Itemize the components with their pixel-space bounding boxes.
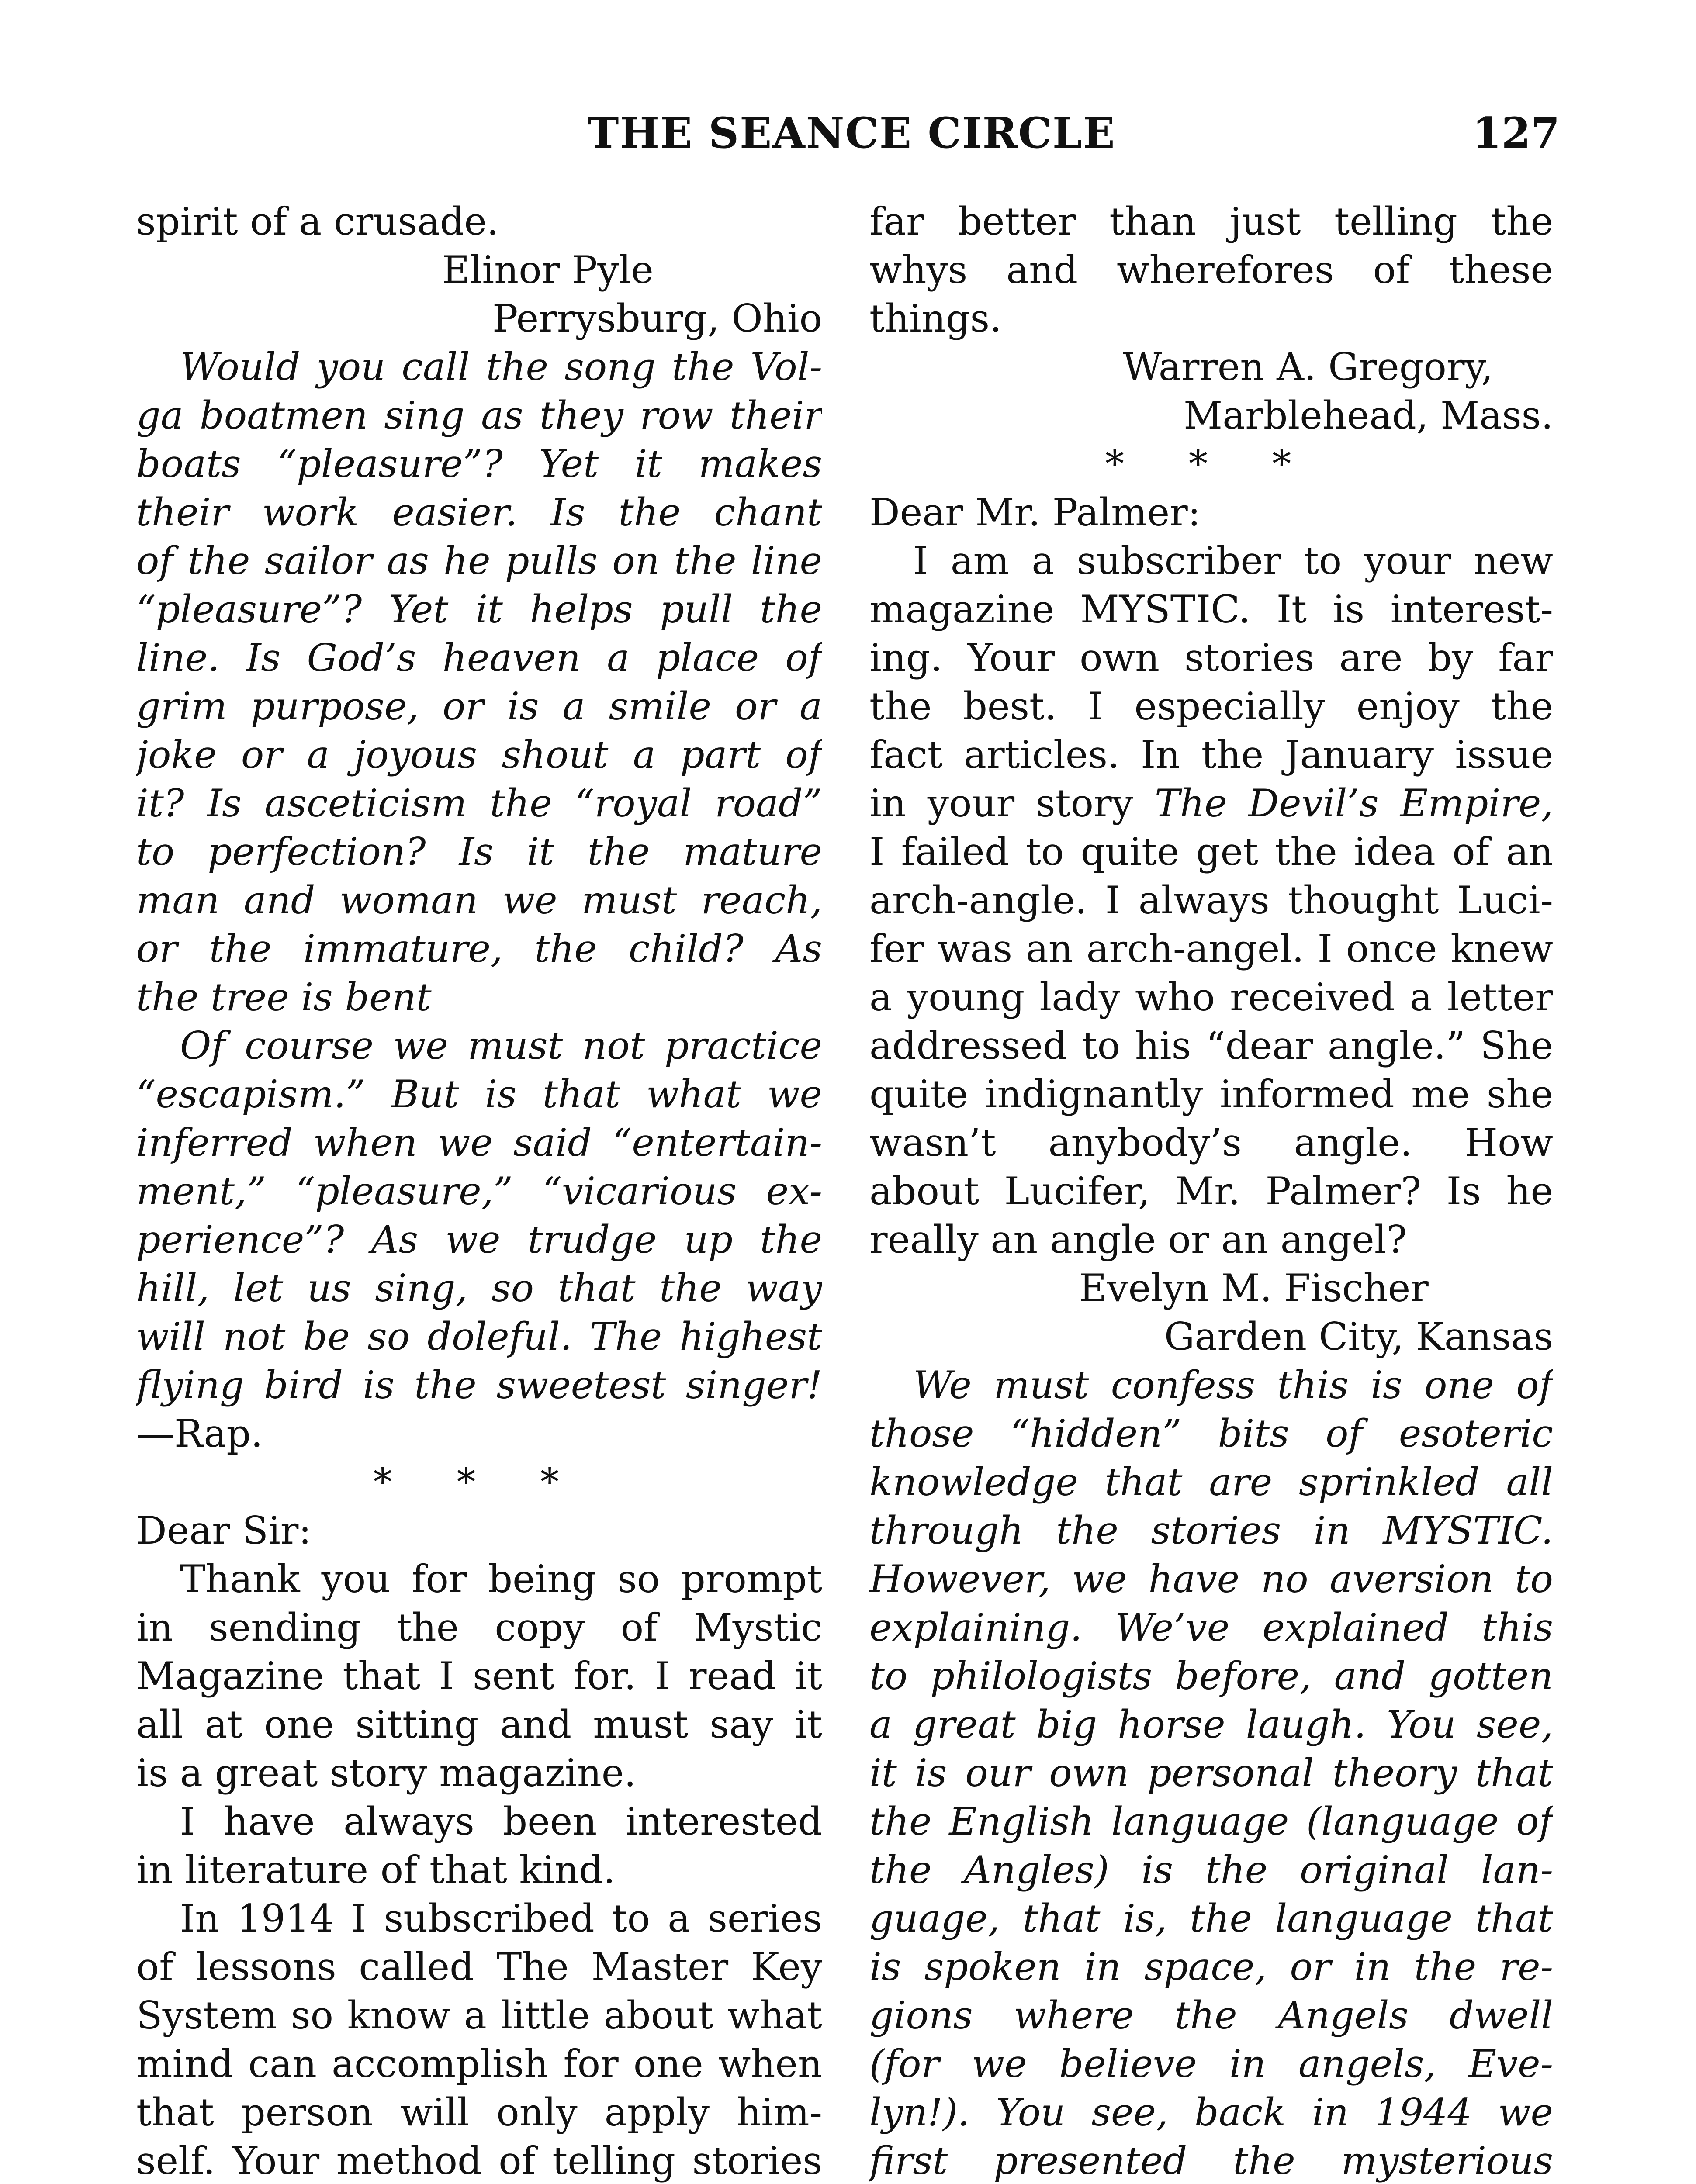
editor-reply-line: boats “pleasure”? Yet it makes — [136, 442, 822, 486]
right-column — [869, 197, 1553, 2184]
editor-reply-line: line. Is God’s heaven a place of — [136, 636, 822, 680]
editor-reply-line: hill, let us sing, so that the way — [136, 1266, 822, 1310]
letter-line: whys and wherefores of these — [869, 248, 1553, 292]
letter-line: addressed to his “dear angle.” She — [869, 1023, 1553, 1068]
signature-name: Warren A. Gregory, — [1123, 345, 1493, 389]
letter-line: wasn’t anybody’s angle. How — [869, 1120, 1553, 1165]
letter-line: System so know a little about what — [136, 1993, 822, 2038]
letter-line: Thank you for being so prompt — [180, 1557, 822, 1601]
letter-line: Magazine that I sent for. I read it — [136, 1654, 822, 1698]
page-number: 127 — [1472, 108, 1560, 158]
editor-reply-line: lyn!). You see, back in 1944 we — [869, 2090, 1553, 2135]
letter-line: magazine MYSTIC. It is interest- — [869, 587, 1553, 632]
editor-reply-line: it? Is asceticism the “royal road” — [136, 781, 822, 826]
editor-reply-line: to philologists before, and gotten — [869, 1654, 1553, 1698]
editor-reply-line: or the immature, the child? As — [136, 926, 822, 971]
letter-salutation: Dear Mr. Palmer: — [869, 490, 1201, 535]
section-divider: * * * — [1105, 442, 1318, 486]
editor-reply-line: man and woman we must reach, — [136, 878, 822, 923]
letter-line: I have always been interested — [180, 1799, 822, 1844]
editor-reply-line: We must confess this is one of — [913, 1363, 1553, 1407]
letter-line: arch-angle. I always thought Luci- — [869, 878, 1553, 923]
signature-location: Perrysburg, Ohio — [492, 296, 822, 341]
letter-line: things. — [869, 296, 1002, 341]
text-line: spirit of a crusade. — [136, 199, 499, 244]
left-column — [136, 197, 822, 2184]
letter-line: of lessons called The Master Key — [136, 1945, 822, 1989]
letter-line: the best. I especially enjoy the — [869, 684, 1553, 729]
signature-name: Evelyn M. Fischer — [1079, 1266, 1429, 1310]
editor-reply-line: guage, that is, the language that — [869, 1896, 1553, 1941]
letter-line: is a great story magazine. — [136, 1751, 637, 1795]
editor-reply-line: However, we have no aversion to — [869, 1557, 1553, 1601]
letter-line: that person will only apply him- — [136, 2090, 822, 2135]
editor-reply-line: perience”? As we trudge up the — [136, 1217, 822, 1262]
editor-reply-line: to perfection? Is it the mature — [136, 829, 822, 874]
editor-reply-line: (for we believe in angels, Eve- — [869, 2042, 1553, 2086]
editor-reply-line: inferred when we said “entertain- — [136, 1120, 822, 1165]
editor-reply-line: “escapism.” But is that what we — [136, 1072, 822, 1116]
running-head: THE SEANCE CIRCLE — [588, 108, 1116, 158]
editor-reply-line: Would you call the song the Vol- — [180, 345, 822, 389]
editor-reply-line: “pleasure”? Yet it helps pull the — [136, 587, 822, 632]
signature-location: Garden City, Kansas — [1164, 1314, 1553, 1359]
editor-reply-line: a great big horse laugh. You see, — [869, 1702, 1553, 1747]
editor-reply-line: those “hidden” bits of esoteric — [869, 1411, 1553, 1456]
letter-line: in literature of that kind. — [136, 1848, 616, 1892]
editor-reply-line: explaining. We’ve explained this — [869, 1605, 1553, 1650]
editor-reply-line: grim purpose, or is a smile or a — [136, 684, 822, 729]
editor-reply-line: first presented the mysterious — [869, 2139, 1553, 2183]
editor-reply-line: will not be so doleful. The highest — [136, 1314, 822, 1359]
editor-reply-line: gions where the Angels dwell — [869, 1993, 1553, 2038]
editor-reply-line: flying bird is the sweetest singer! — [136, 1363, 822, 1407]
editor-reply-line: ment,” “pleasure,” “vicarious ex- — [136, 1169, 822, 1213]
editor-reply-line: the Angles) is the original lan- — [869, 1848, 1553, 1892]
editor-reply-line: knowledge that are sprinkled all — [869, 1460, 1553, 1504]
page-header — [0, 108, 1696, 165]
section-divider: * * * — [373, 1460, 585, 1504]
reply-signature: —Rap. — [136, 1411, 263, 1456]
letter-line — [869, 779, 1553, 828]
letter-line: I am a subscriber to your new — [913, 539, 1553, 583]
letter-line: about Lucifer, Mr. Palmer? Is he — [869, 1169, 1553, 1213]
editor-reply-line: their work easier. Is the chant — [136, 490, 822, 535]
editor-reply-line: the English language (language of — [869, 1799, 1553, 1844]
letter-line: mind can accomplish for one when — [136, 2042, 822, 2086]
letter-line: quite indignantly informed me she — [869, 1072, 1553, 1116]
editor-reply-line: Of course we must not practice — [180, 1023, 822, 1068]
letter-line: in sending the copy of Mystic — [136, 1605, 822, 1650]
letter-line: In 1914 I subscribed to a series — [180, 1896, 822, 1941]
editor-reply-line: it is our own personal theory that — [869, 1751, 1553, 1795]
letter-line: a young lady who received a letter — [869, 975, 1553, 1019]
editor-reply-line: joke or a joyous shout a part of — [136, 733, 822, 777]
letter-line: I failed to quite get the idea of an — [869, 829, 1553, 874]
letter-line: ing. Your own stories are by far — [869, 636, 1553, 680]
editor-reply-line: ga boatmen sing as they row their — [136, 393, 822, 438]
letter-line: all at one sitting and must say it — [136, 1702, 822, 1747]
editor-reply-line: the tree is bent — [136, 975, 432, 1019]
letter-line: fact articles. In the January issue — [869, 733, 1553, 777]
text-segment: in your story — [869, 781, 1133, 826]
signature-location: Marblehead, Mass. — [1184, 393, 1553, 438]
editor-reply-line: of the sailor as he pulls on the line — [136, 539, 822, 583]
editor-reply-line: through the stories in MYSTIC. — [869, 1508, 1553, 1553]
letter-line: self. Your method of telling stories — [136, 2139, 822, 2183]
letter-line: far better than just telling the — [869, 199, 1553, 244]
story-title: The Devil’s Empire, — [1154, 781, 1553, 826]
letter-line: really an angle or an angel? — [869, 1217, 1407, 1262]
letter-salutation: Dear Sir: — [136, 1508, 312, 1553]
editor-reply-line: is spoken in space, or in the re- — [869, 1945, 1553, 1989]
signature-name: Elinor Pyle — [442, 248, 654, 292]
letter-line: fer was an arch-angel. I once knew — [869, 926, 1553, 971]
